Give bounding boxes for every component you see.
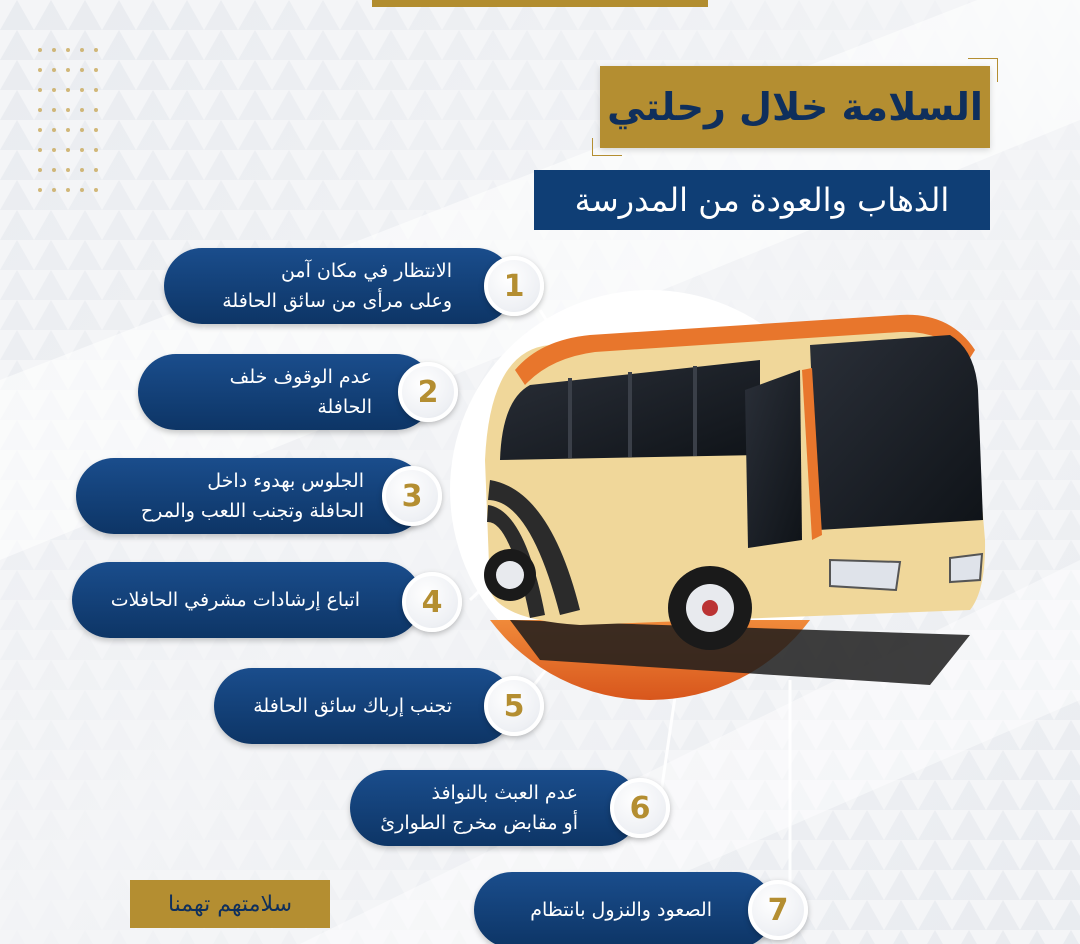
item-text: الجلوس بهدوء داخل الحافلة وتجنب اللعب والمرح [140,470,364,522]
list-item [76,458,426,534]
subtitle-banner [534,170,990,230]
title-banner [600,66,990,148]
item-text: اتباع إرشادات مشرفي الحافلات [110,589,360,611]
top-accent-bar [372,0,708,7]
item-number-badge: 3 [382,466,442,526]
item-number-badge: 6 [610,778,670,838]
item-number-badge: 5 [484,676,544,736]
item-text: تجنب إرباك سائق الحافلة [253,695,452,717]
list-item [350,770,640,846]
item-text: عدم العبث بالنوافذ أو مقابض مخرج الطوارئ [380,782,578,834]
list-item [138,354,434,430]
item-number-badge: 4 [402,572,462,632]
bus-illustration [430,290,1000,710]
page-subtitle: الذهاب والعودة من المدرسة [574,181,950,219]
item-number-badge: 7 [748,880,808,940]
list-item [214,668,514,744]
footer-slogan: سلامتهم تهمنا [167,891,293,917]
item-text: الصعود والنزول بانتظام [530,899,712,921]
footer-banner [130,880,330,928]
list-item [72,562,422,638]
item-text: الانتظار في مكان آمن وعلى مرأى من سائق الحافلة [222,260,452,312]
page-title: السلامة خلال رحلتي [607,85,983,129]
item-number-badge: 1 [484,256,544,316]
item-text: عدم الوقوف خلف الحافلة [229,366,372,418]
item-number-badge: 2 [398,362,458,422]
list-item [164,248,514,324]
list-item [474,872,774,944]
